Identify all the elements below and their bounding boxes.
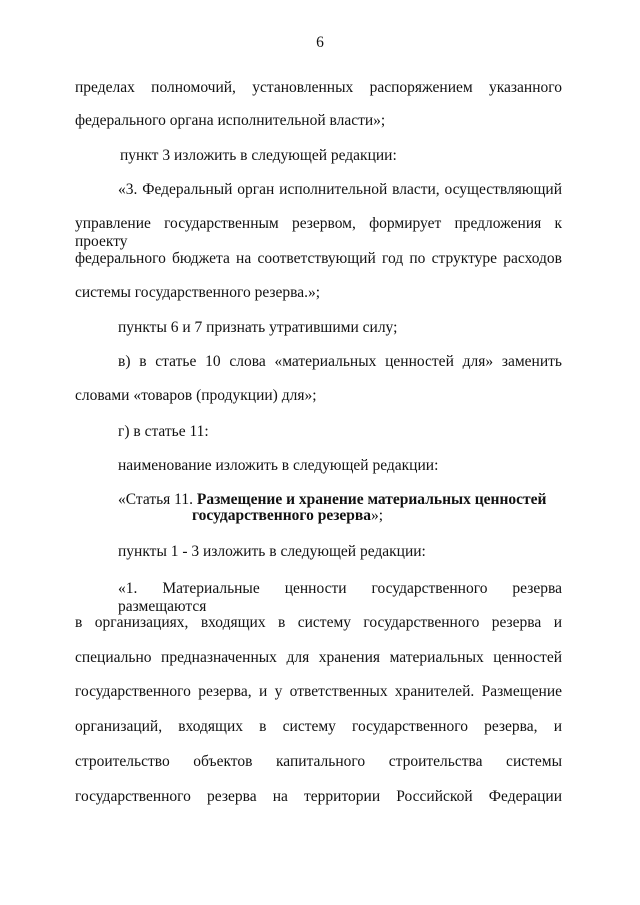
text-line: «1. Материальные ценности государственного резерва размещаются: [118, 580, 562, 615]
text-line: государственного резерва на территории Российской Федерации: [75, 788, 562, 805]
article-suffix: »;: [371, 507, 384, 524]
text-line: пункты 1 - 3 изложить в следующей редакции:: [118, 543, 426, 560]
text-line: пункт 3 изложить в следующей редакции:: [120, 147, 397, 164]
text-line: в) в статье 10 слова «материальных ценностей для» заменить: [118, 353, 562, 370]
article-heading-cont: [192, 507, 562, 525]
text-line: федерального органа исполнительной власти»;: [75, 112, 386, 129]
text-line: строительство объектов капитального строительства системы: [75, 753, 562, 770]
text-line: словами «товаров (продукции) для»;: [75, 387, 317, 404]
text-line: специально предназначенных для хранения материальных ценностей: [75, 649, 562, 666]
text-line: «3. Федеральный орган исполнительной власти, осуществляющий: [118, 181, 562, 198]
text-line: пределах полномочий, установленных распоряжением указанного: [75, 79, 562, 96]
text-line: г) в статье 11:: [118, 423, 209, 440]
text-line: в организациях, входящих в систему государственного резерва и: [75, 614, 562, 631]
article-title-line1: Размещение и хранение материальных ценностей: [196, 491, 547, 508]
text-line: государственного резерва, и у ответственных хранителей. Размещение: [75, 683, 562, 700]
page-number: 6: [316, 34, 324, 51]
text-line: управление государственным резервом, формирует предложения к проекту: [75, 215, 562, 250]
text-line: организаций, входящих в систему государственного резерва, и: [75, 718, 562, 735]
article-title-line2: государственного резерва: [192, 507, 372, 524]
text-line: федерального бюджета на соответствующий год по структуре расходов: [75, 250, 562, 267]
article-prefix: «Статья 11.: [118, 491, 197, 508]
text-line: пункты 6 и 7 признать утратившими силу;: [118, 319, 398, 336]
text-line: наименование изложить в следующей редакции:: [118, 457, 439, 474]
text-line: системы государственного резерва.»;: [75, 284, 321, 301]
